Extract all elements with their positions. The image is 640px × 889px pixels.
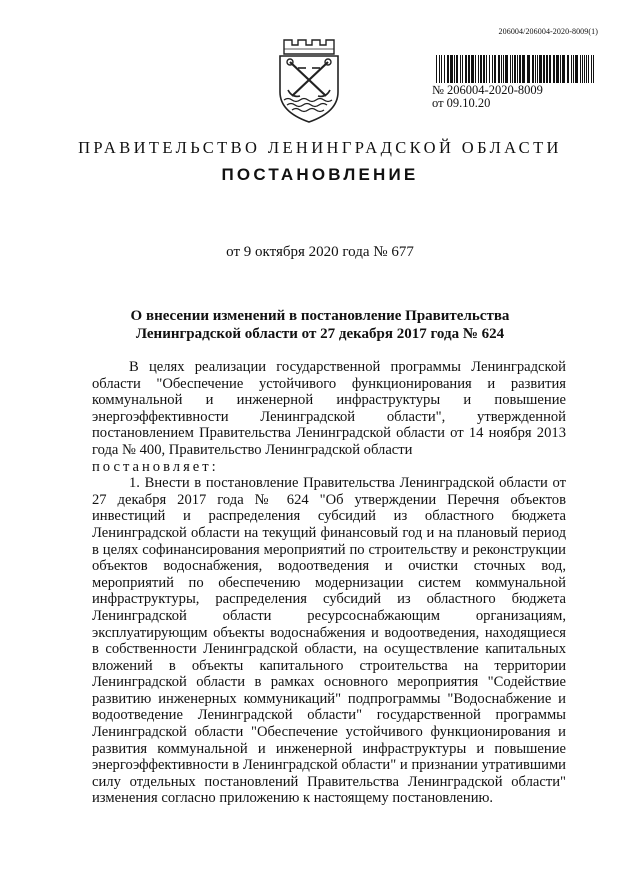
barcode-bar [447, 55, 449, 83]
barcode-bar [567, 55, 569, 83]
barcode-bar [444, 55, 445, 83]
document-subject-line-1: О внесении изменений в постановление Правительства [130, 308, 510, 324]
barcode-bar [505, 55, 508, 83]
barcode-bar [460, 55, 461, 83]
barcode-bar [535, 55, 536, 83]
government-title: ПРАВИТЕЛЬСТВО ЛЕНИНГРАДСКОЙ ОБЛАСТИ [78, 138, 562, 157]
barcode-bar [465, 55, 467, 83]
barcode-bar [532, 55, 534, 83]
barcode-bar [480, 55, 482, 83]
barcode-bar [580, 55, 581, 83]
barcode-bar [468, 55, 470, 83]
barcode-bar [582, 55, 583, 83]
barcode-bar [475, 55, 476, 83]
barcode-bar [584, 55, 585, 83]
barcode-bar [546, 55, 548, 83]
registration-number: № 206004-2020-8009 [432, 83, 543, 97]
barcode-bar [494, 55, 496, 83]
registration-barcode [436, 55, 594, 83]
barcode-bar [517, 55, 518, 83]
barcode-bar [537, 55, 538, 83]
barcode-bar [478, 55, 479, 83]
document-top-code: 206004/206004-2020-8009(1) [498, 27, 598, 36]
barcode-bar [588, 55, 589, 83]
document-subject [0, 307, 640, 343]
barcode-bar [539, 55, 542, 83]
barcode-bar [571, 55, 572, 83]
document-type: ПОСТАНОВЛЕНИЕ [221, 165, 419, 184]
barcode-bar [454, 55, 455, 83]
barcode-bar [560, 55, 561, 83]
barcode-bar [512, 55, 513, 83]
registration-date: от 09.10.20 [432, 96, 491, 110]
barcode-bar [573, 55, 574, 83]
barcode-bar [503, 55, 504, 83]
barcode-bar [514, 55, 516, 83]
barcode-bar [501, 55, 502, 83]
barcode-bar [436, 55, 437, 83]
barcode-bar [543, 55, 545, 83]
barcode-bar [562, 55, 565, 83]
barcode-bar [549, 55, 551, 83]
barcode-bar [591, 55, 592, 83]
document-subject-line-2: Ленинградской области от 27 декабря 2017 года № 624 [135, 326, 505, 342]
barcode-bar [462, 55, 463, 83]
barcode-bar [522, 55, 525, 83]
barcode-bar [492, 55, 493, 83]
barcode-bar [593, 55, 594, 83]
barcode-bar [586, 55, 587, 83]
document-date-number: от 9 октября 2020 года № 677 [226, 244, 414, 260]
barcode-bar [553, 55, 555, 83]
barcode-bar [575, 55, 578, 83]
document-body [92, 359, 566, 807]
preamble-paragraph: В целях реализации государственной программы Ленинградской области "Обеспечение устойчивого функционирования и развития коммунальной и инженерной инфраструктуры и повышение энергоэффективности Ленинградской области", утвержденной постановлением Правительства Ленинградской области от 14 ноября 2013 года № 400, Правительство Ленинградской области [92, 359, 566, 458]
barcode-bar [527, 55, 530, 83]
barcode-bar [450, 55, 453, 83]
barcode-bar [489, 55, 490, 83]
barcode-bar [456, 55, 458, 83]
barcode-bar [486, 55, 487, 83]
barcode-bar [498, 55, 500, 83]
barcode-bar [483, 55, 485, 83]
barcode-bar [519, 55, 521, 83]
barcode-bar [471, 55, 474, 83]
barcode-bar [441, 55, 442, 83]
barcode-bar [556, 55, 559, 83]
coat-of-arms-icon [272, 38, 346, 124]
item-1-paragraph: 1. Внести в постановление Правительства Ленинградской области от 27 декабря 2017 года № 624 "Об утверждении Перечня объектов инвестиций и распределения субсидий из областного бюджета Ленинградской области на текущий финансовый год и на плановый период в целях софинансирования мероприятий по строительству и реконструкции объектов водоснабжения, водоотведения и очистки сточных вод, мероприятий по обеспечению модернизации систем коммунальной инфраструктуры, распределения субсидий из областного бюджета Ленинградской области ресурсоснабжающим организациям, эксплуатирующим объекты водоснабжения и водоотведения, находящиеся в собственности Ленинградской области, на осуществление капитальных вложений в объекты капитального строительства на территории Ленинградской области в рамках основного мероприятия "Содействие развитию инженерных коммуникаций" подпрограммы "Водоснабжение и водоотведение Ленинградской области" государственной программы Ленинградской области "Обеспечение устойчивого функционирования и развития коммунальной и инженерной инфраструктуры и повышение энергоэффективности в Ленинградской области" и признании утратившими силу отдельных постановлений Правительства Ленинградской области" изменения согласно приложению к настоящему постановлению. [92, 475, 566, 807]
barcode-bar [510, 55, 511, 83]
decides-keyword: постановляет: [92, 458, 219, 475]
barcode-bar [439, 55, 440, 83]
